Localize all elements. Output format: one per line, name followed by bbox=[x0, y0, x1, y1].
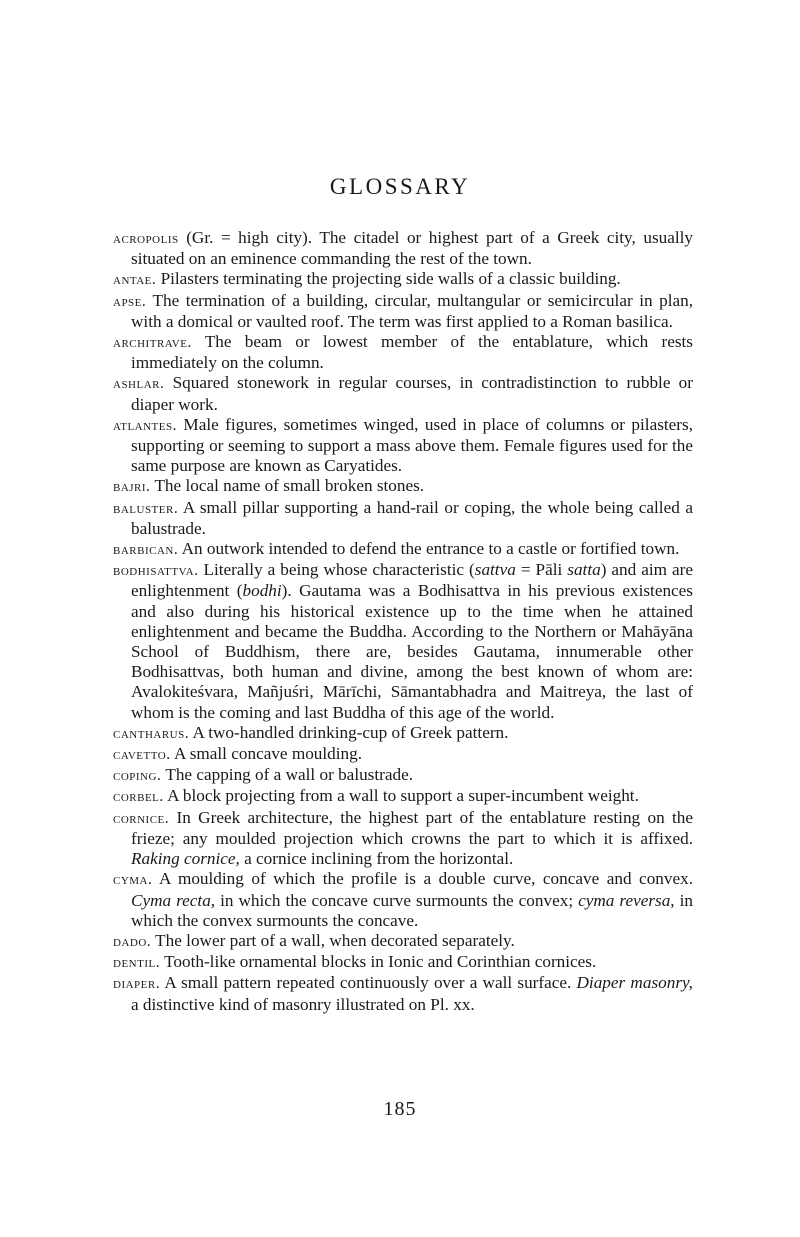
entry-definition: The beam or lowest member of the entablature, which rests immediately on the column. bbox=[131, 332, 693, 373]
entry-definition-part: a distinctive kind of masonry illustrated on Pl. xx. bbox=[131, 994, 475, 1014]
entry-definition-italic: sattva bbox=[474, 560, 516, 580]
entry-definition-italic: bodhi bbox=[242, 581, 282, 601]
glossary-entry-antae bbox=[113, 269, 693, 290]
entry-definition: A small pillar supporting a hand-rail or coping, the whole being called a balustrade. bbox=[131, 497, 693, 538]
entry-definition: The lower part of a wall, when decorated separately. bbox=[155, 930, 515, 950]
entry-definition-part: a cornice inclining from the horizontal. bbox=[239, 849, 514, 869]
page-number: 185 bbox=[383, 1098, 417, 1120]
entry-term: dentil. bbox=[113, 954, 161, 972]
entry-definition-part: in which the convex surmounts the concave. bbox=[131, 890, 693, 930]
entry-definition-part: Literally a being whose characteristic ( bbox=[203, 560, 475, 580]
entry-definition: Pilasters terminating the projecting side walls of a classic building. bbox=[160, 269, 621, 289]
glossary-entry-cantharus bbox=[113, 723, 693, 744]
glossary-entry-barbican bbox=[113, 539, 693, 560]
glossary-entry-bajri bbox=[113, 476, 693, 497]
glossary-entry-baluster bbox=[113, 498, 693, 539]
entry-definition: (Gr. = high city). The citadel or highest part of a Greek city, usually situated on an eminence commanding the rest of the town. bbox=[131, 228, 693, 269]
glossary-entry-dado bbox=[113, 931, 693, 952]
entry-term: barbican. bbox=[113, 541, 179, 559]
page-title: GLOSSARY bbox=[329, 174, 471, 199]
entry-definition-italic: Diaper masonry, bbox=[576, 973, 693, 993]
entry-term: dado. bbox=[113, 932, 152, 950]
entry-term: diaper. bbox=[113, 975, 161, 993]
entry-term: coping. bbox=[113, 767, 162, 785]
glossary-entry-coping bbox=[113, 765, 693, 786]
entry-term: cornice. bbox=[113, 809, 170, 827]
entry-definition-part: = Pāli bbox=[515, 560, 568, 580]
entry-definition: Squared stonework in regular courses, in contradistinction to rubble or diaper work. bbox=[131, 373, 693, 414]
entry-definition-part: In Greek architecture, the highest part of the entablature resting on the frieze; any moulded projection which crowns the part to which it is affixed. bbox=[131, 807, 694, 848]
glossary-entry-cyma bbox=[113, 869, 693, 931]
entry-term: bajri. bbox=[113, 478, 151, 496]
entry-term: architrave. bbox=[113, 334, 192, 352]
entry-term: antae. bbox=[113, 271, 157, 289]
entry-term: corbel. bbox=[113, 788, 164, 806]
entry-term: baluster. bbox=[113, 499, 179, 517]
entry-definition: An outwork intended to defend the entrance to a castle or fortified town. bbox=[181, 539, 680, 559]
glossary-entry-ashlar bbox=[113, 373, 693, 414]
glossary-entry-bodhisattva bbox=[113, 560, 693, 723]
entry-definition: Tooth-like ornamental blocks in Ionic and Corinthian cornices. bbox=[164, 952, 597, 972]
glossary-entry-acropolis bbox=[113, 228, 693, 269]
entry-definition: The termination of a building, circular, multangular or semicircular in plan, with a domical or vaulted roof. The term was first applied to a Roman basilica. bbox=[131, 290, 693, 331]
glossary-entry-dentil bbox=[113, 952, 693, 973]
glossary-list bbox=[113, 228, 693, 1015]
entry-definition-part: ) and aim are enlightenment ( bbox=[131, 560, 694, 601]
entry-definition-italic: Raking cornice, bbox=[131, 849, 240, 869]
glossary-entry-atlantes bbox=[113, 415, 693, 477]
entry-definition: Male figures, sometimes winged, used in place of columns or pilasters, supporting or seeming to support a mass above them. Female figures used for the same purpose are known as Caryatides. bbox=[131, 414, 693, 476]
entry-definition: A block projecting from a wall to support a super-incumbent weight. bbox=[167, 786, 639, 806]
entry-definition: A two-handled drinking-cup of Greek pattern. bbox=[192, 722, 509, 742]
entry-definition-italic: satta bbox=[567, 560, 601, 580]
entry-definition-part: A moulding of which the profile is a double curve, concave and convex. bbox=[158, 869, 693, 889]
glossary-entry-corbel bbox=[113, 786, 693, 807]
entry-term: atlantes. bbox=[113, 416, 177, 434]
entry-definition: The local name of small broken stones. bbox=[154, 476, 425, 496]
entry-definition-part: A small pattern repeated continuously over a wall surface. bbox=[164, 973, 577, 993]
entry-definition-part: ). Gautama was a Bodhisattva in his previous existences and also during his historical existence up to the time when he attained enlightenment and became the Buddha. According to the Northern or Mahāyāna School of Buddhism, there are, besides Gautama, innumerable other Bodhisattvas, both human and divine, among the best known of whom are: Avalokiteśvara, Mañjuśri, Mārīchi, Sāmantabhadra and Maitreya, the last of whom is the coming and last Buddha of this age of the world. bbox=[131, 581, 693, 722]
entry-definition: The capping of a wall or balustrade. bbox=[165, 765, 414, 785]
glossary-entry-cornice bbox=[113, 808, 693, 870]
entry-definition: A small concave moulding. bbox=[173, 744, 363, 764]
entry-term: acropolis bbox=[113, 230, 179, 247]
glossary-entry-architrave bbox=[113, 332, 693, 373]
entry-definition-italic: Cyma recta, bbox=[131, 890, 216, 910]
glossary-entry-cavetto bbox=[113, 744, 693, 765]
entry-term: ashlar. bbox=[113, 375, 165, 393]
entry-definition-italic: cyma reversa, bbox=[578, 890, 675, 910]
glossary-entry-apse bbox=[113, 291, 693, 332]
entry-term: cyma. bbox=[113, 871, 153, 889]
glossary-entry-diaper bbox=[113, 973, 693, 1014]
entry-term: cantharus. bbox=[113, 724, 190, 742]
entry-term: bodhisattva. bbox=[113, 562, 199, 580]
entry-definition-part: in which the concave curve surmounts the convex; bbox=[215, 890, 579, 910]
entry-term: cavetto. bbox=[113, 746, 171, 764]
entry-term: apse. bbox=[113, 292, 147, 310]
